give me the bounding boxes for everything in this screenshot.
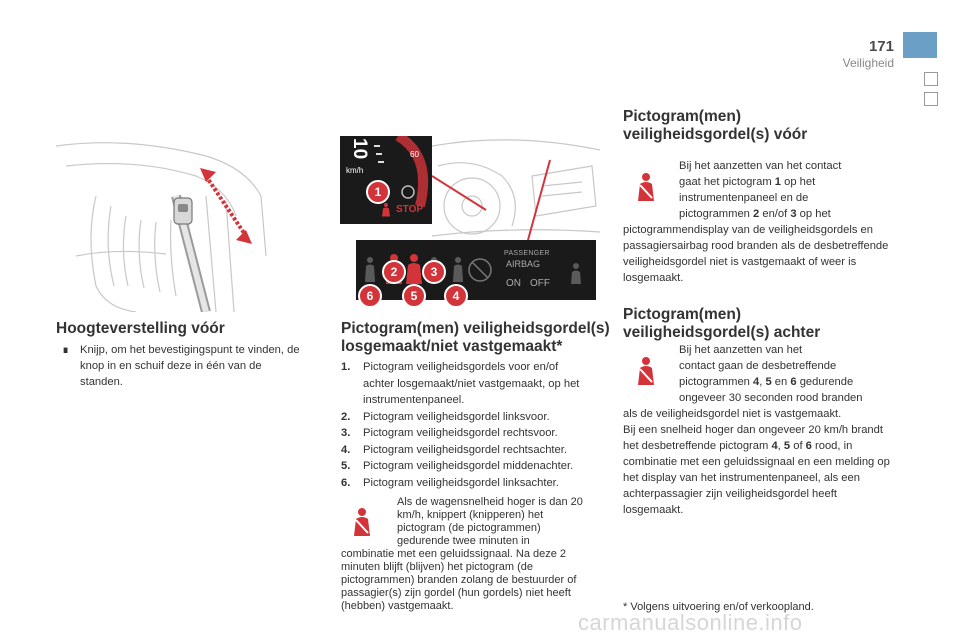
callout-2: 2: [382, 260, 406, 284]
rear-heading: [623, 306, 883, 342]
chapter-tab: [924, 72, 938, 86]
airbag-label: AIRBAG: [506, 259, 541, 269]
front-heading-line2: veiligheidsgordel(s) vóór: [623, 126, 808, 143]
watermark: carmanualsonline.info: [578, 610, 803, 635]
seatbelt-warning-icon: [350, 507, 374, 537]
rear-heading-line2: veiligheidsgordel(s) achter: [623, 324, 821, 341]
speed-note-indented: Als de wagensnelheid hoger is dan 20 km/h, knippert (knipperen) het pictogram (de pictogrammen) gedurende twee minuten in: [397, 496, 583, 547]
callout-3: 3: [422, 260, 446, 284]
airbag-on-label: ON: [506, 278, 521, 289]
front-heading-line1: Pictogram(men): [623, 108, 741, 125]
callout-5: 5: [402, 284, 426, 308]
list-item: 5. Pictogram veiligheidsgordel middenachter.: [341, 460, 574, 472]
brake-warning-icon: [400, 184, 416, 200]
seatbelt-warning-icon: [634, 356, 658, 386]
page-number: 171: [868, 38, 894, 55]
dashboard-illustration: [432, 136, 600, 240]
callout-6: 6: [358, 284, 382, 308]
speed-value: 10: [349, 138, 370, 160]
section-title: Veiligheid: [842, 56, 894, 70]
front-text-indented: Bij het aanzetten van het contact gaat het pictogram 1 op het instrumentenpaneel en de pictogrammen 2 en/of 3 op het: [679, 160, 842, 220]
list-item: 3. Pictogram veiligheidsgordel rechtsvoor.: [341, 427, 558, 439]
footnote: * Volgens uitvoering en/of verkoopland.: [623, 601, 814, 613]
airbag-label-passenger: PASSENGER: [504, 250, 550, 257]
gauge-mark: 60: [410, 150, 419, 159]
front-text-rest: pictogrammendisplay van de veiligheidsgordels en passagiersairbag rood branden als de desbetreffende veiligheidsgordel niet is vastgemaakt of weer is losgemaakt.: [623, 224, 889, 284]
middle-heading-line2: losgemaakt/niet vastgemaakt*: [341, 338, 563, 355]
seatbelt-height-illustration: [56, 136, 276, 312]
callout-4: 4: [444, 284, 468, 308]
left-bullet-text: Knijp, om het bevestigingspunt te vinden, de knop in en schuif deze in één van de standen.: [80, 344, 300, 388]
rear-heading-line1: Pictogram(men): [623, 306, 741, 323]
rear-text-rest: als de veiligheidsgordel niet is vastgemaakt. Bij een snelheid hoger dan ongeveer 20 km/h brandt het desbetreffende pictogram 4, 5 of 6 rood, in combinatie met een geluidssignaal en een melding op het display van het instrumentenpaneel, als een achterpassagier zijn veiligheidsgordel heeft losgemaakt.: [623, 408, 890, 516]
middle-heading: [341, 320, 611, 356]
bullet-marker: ∎: [62, 344, 70, 356]
list-item: 1. Pictogram veiligheidsgordels voor en/of achter losgemaakt/niet vastgemaakt, op het instrumentenpaneel.: [341, 361, 580, 406]
stop-label: STOP: [396, 204, 424, 215]
left-bullet: [62, 342, 307, 390]
seatbelt-warning-icon: [634, 172, 658, 202]
callout-1: 1: [366, 180, 390, 204]
rear-text-indented: Bij het aanzetten van het contact gaan de desbetreffende pictogrammen 4, 5 en 6 gedurende ongeveer 30 seconden rood branden: [679, 344, 863, 404]
left-heading: Hoogteverstelling vóór: [56, 320, 225, 337]
list-item: 2. Pictogram veiligheidsgordel linksvoor.: [341, 410, 550, 423]
middle-heading-line1: Pictogram(men) veiligheidsgordel(s): [341, 320, 610, 337]
list-item: 6. Pictogram veiligheidsgordel linksachter.: [341, 476, 559, 489]
instrument-panel-closeup: [340, 136, 432, 224]
list-item: 4. Pictogram veiligheidsgordel rechtsachter.: [341, 443, 567, 456]
front-heading: [623, 108, 883, 144]
pictogram-list: [341, 359, 586, 491]
seatbelt-icon: [380, 202, 392, 218]
speed-unit: km/h: [346, 166, 364, 175]
airbag-off-label: OFF: [530, 278, 550, 289]
speed-note-rest: combinatie met een geluidssignaal. Na deze 2 minuten blijft (blijven) het pictogram (de pictogrammen) branden zolang de bestuurder of passagier(s) zijn gordel (hun gordels) niet heeft (hebben) vastgemaakt.: [341, 548, 577, 612]
chapter-tab: [924, 92, 938, 106]
chapter-tab-active: [903, 32, 937, 58]
